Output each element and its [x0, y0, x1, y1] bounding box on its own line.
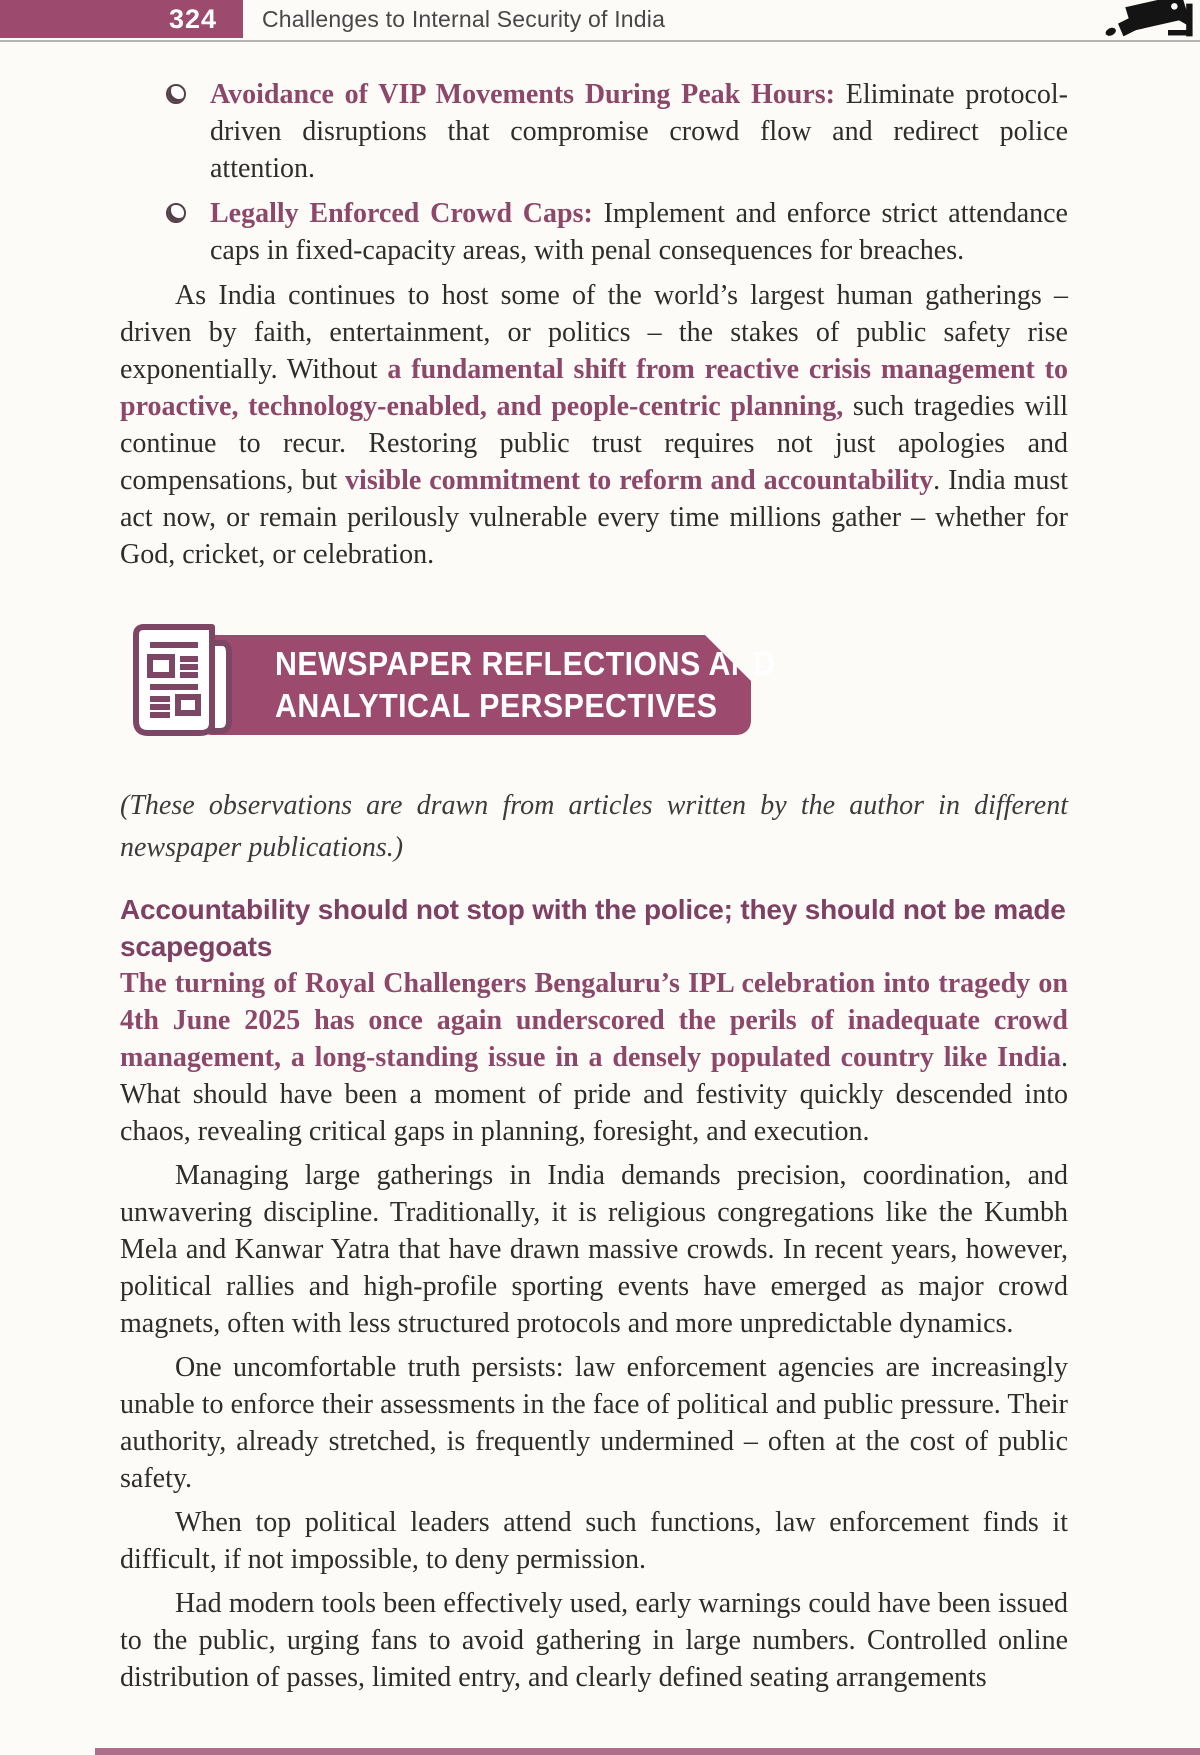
banner-title-line2: ANALYTICAL PERSPECTIVES [275, 687, 718, 724]
author-note: (These observations are drawn from articles written by the author in different newspaper publications.) [120, 790, 1068, 863]
newspaper-icon [128, 621, 236, 741]
list-item [120, 195, 1068, 269]
bullet-list [120, 76, 1068, 269]
bullet-text: Implement and enforce strict attendance caps in fixed-capacity areas, with penal consequences for breaches. [210, 198, 1068, 266]
page-number-bar [0, 0, 243, 38]
chapter-title: Challenges to Internal Security of India [262, 6, 666, 32]
page-header [0, 0, 1200, 40]
header-divider [0, 40, 1200, 42]
page-number: 324 [168, 3, 217, 34]
paragraph: Managing large gatherings in India demands precision, coordination, and unwavering discipline. Traditionally, it is religious congregations like the Kumbh Mela and Kanwar Yatra that have drawn massive crowds. In recent years, however, political rallies and high-profile sporting events have emerged as major crowd magnets, often with less structured protocols and more unpredictable dynamics. [120, 1160, 1068, 1339]
next-heading-clipped-strip [95, 1748, 1200, 1755]
bullet-icon [166, 203, 186, 223]
bullet-text: Eliminate protocol-driven disruptions that compromise crowd flow and redirect police attention. [210, 79, 1068, 184]
paragraph: Had modern tools been effectively used, early warnings could have been issued to the public, urging fans to avoid gathering in large numbers. Controlled online distribution of passes, limited entry, and clearly defined seating arrangements [120, 1588, 1068, 1693]
page-content [0, 76, 1200, 1696]
banner-title-line1: NEWSPAPER REFLECTIONS AND [275, 645, 776, 682]
list-item [120, 76, 1068, 187]
paragraph: The turning of Royal Challengers Bengaluru’s IPL celebration into tragedy on 4th June 2025 has once again underscored the perils of inadequate crowd management, a long-standing issue in a densely populated country like India. What should have been a moment of pride and festivity quickly descended into chaos, revealing critical gaps in planning, foresight, and execution. [120, 968, 1068, 1147]
cctv-camera-icon [1098, 0, 1198, 50]
paragraph: When top political leaders attend such functions, law enforcement finds it difficult, if not impossible, to deny permission. [120, 1507, 1068, 1575]
section-banner-block [120, 625, 1068, 745]
bullet-lead: Avoidance of VIP Movements During Peak Hours: [210, 79, 835, 110]
bullet-lead: Legally Enforced Crowd Caps: [210, 198, 593, 229]
article-heading: Accountability should not stop with the police; they should not be made scapegoats [120, 894, 1066, 962]
bullet-icon [166, 84, 186, 104]
paragraph: One uncomfortable truth persists: law enforcement agencies are increasingly unable to enforce their assessments in the face of political and public pressure. Their authority, already stretched, is frequently undermined – often at the cost of public safety. [120, 1352, 1068, 1494]
section-banner [205, 635, 776, 735]
paragraph: As India continues to host some of the world’s largest human gatherings – driven by faith, entertainment, or politics – the stakes of public safety rise exponentially. Without a fundamental shift from reactive crisis management to proactive, technology-enabled, and people-centric planning, such tragedies will continue to recur. Restoring public trust requires not just apologies and compensations, but visible commitment to reform and accountability. India must act now, or remain perilously vulnerable every time millions gather – whether for God, cricket, or celebration. [120, 280, 1069, 570]
